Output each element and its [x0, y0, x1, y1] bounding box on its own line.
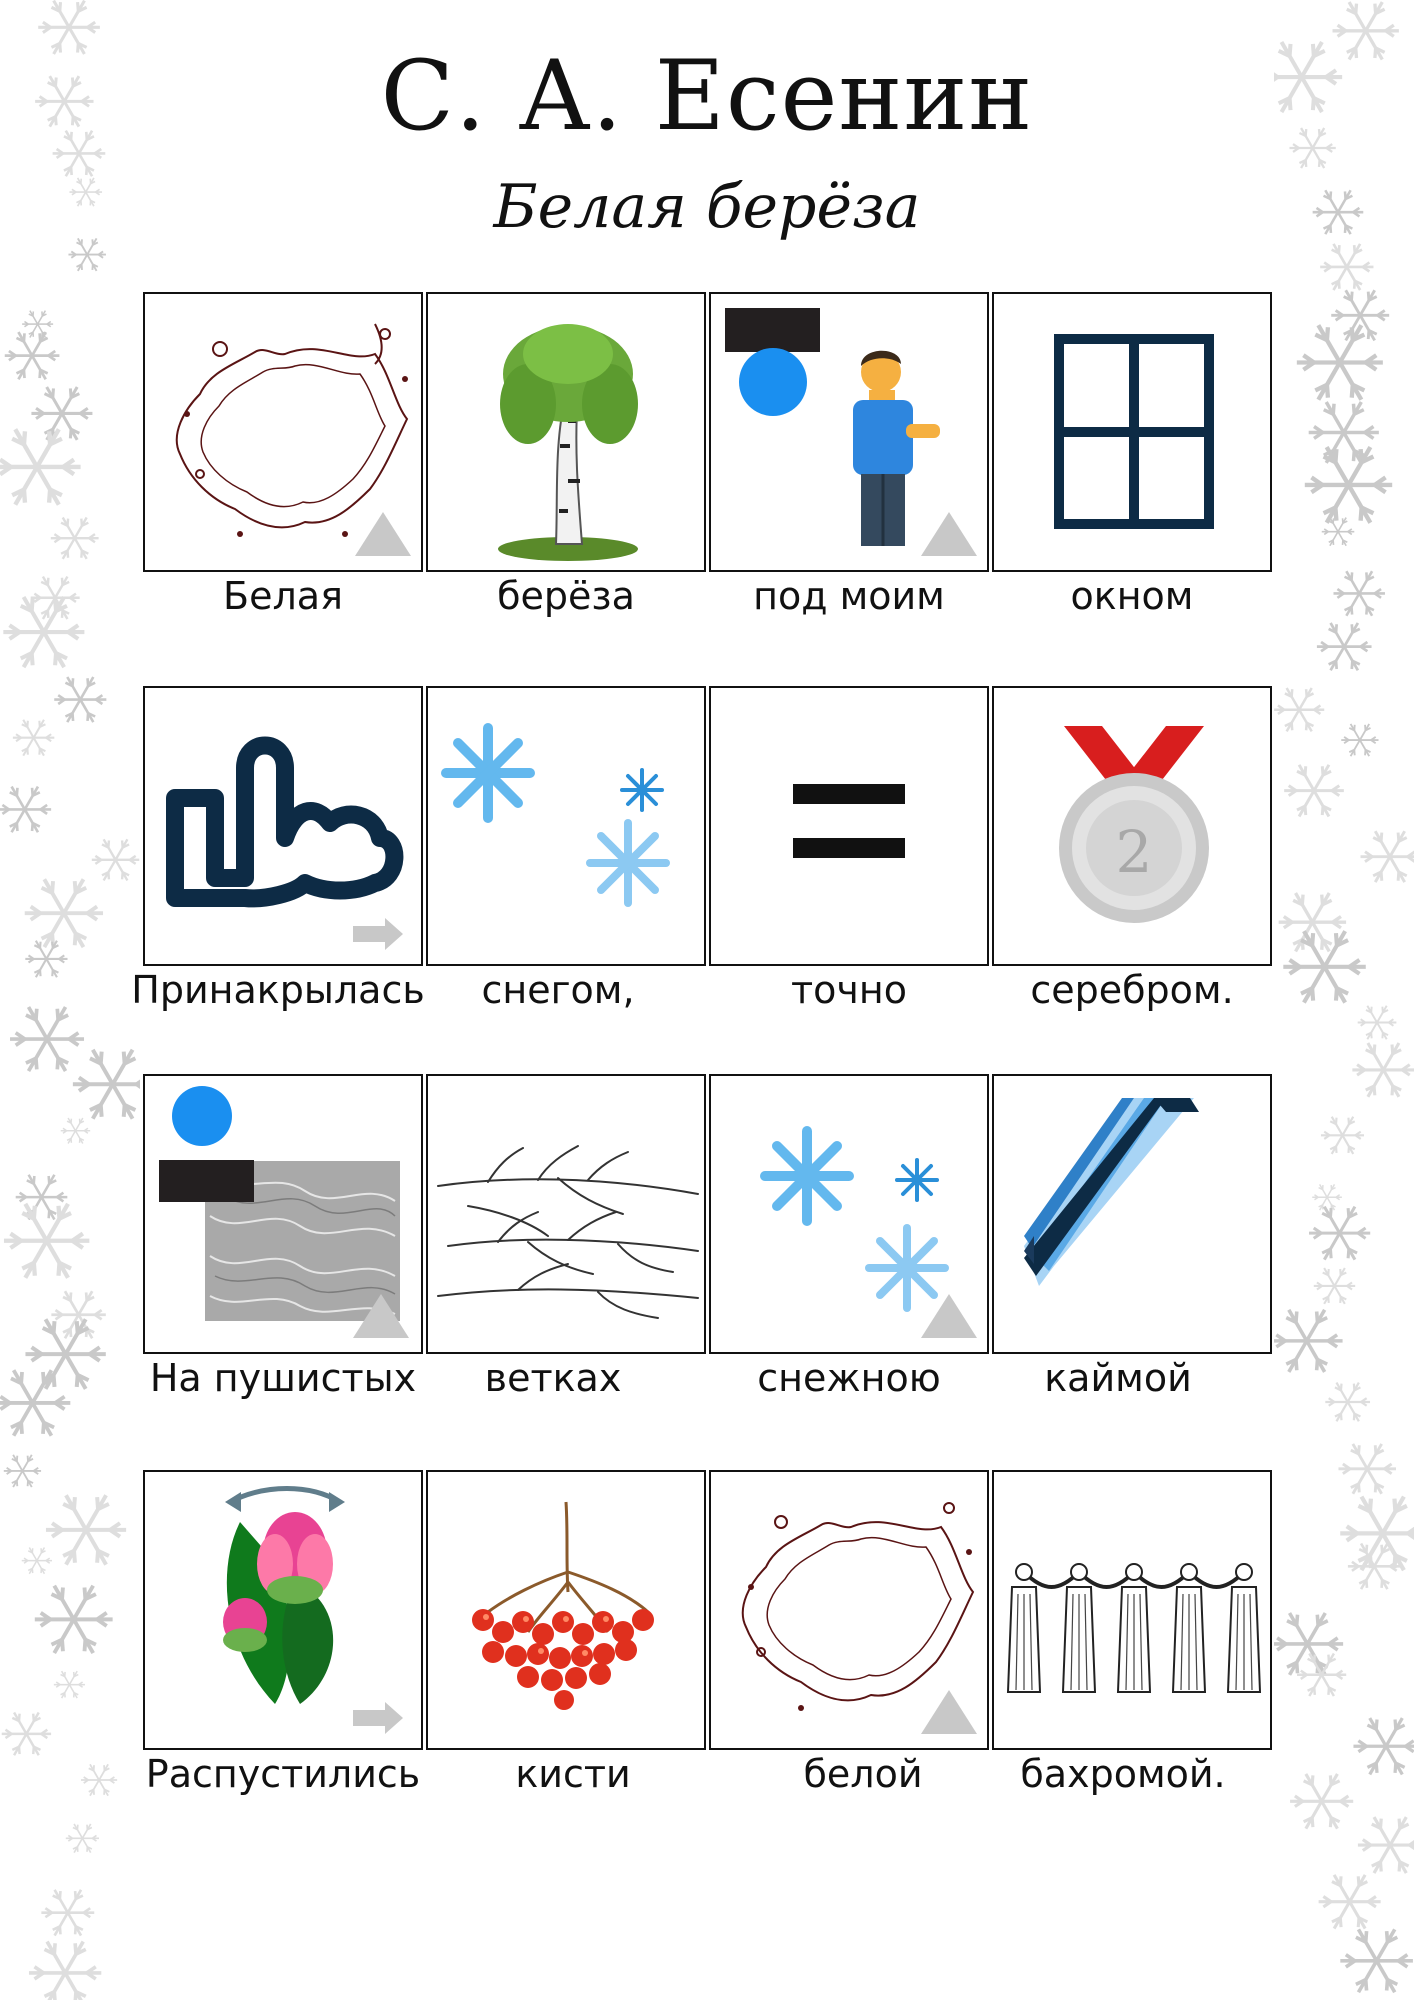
word-caption: Распустились: [145, 1752, 421, 1796]
card-snezhnoyu: [709, 1074, 989, 1354]
snowflake-decoration-icon: [51, 517, 99, 558]
snowflake-decoration-icon: [1274, 1613, 1343, 1675]
card-beloy: [709, 1470, 989, 1750]
page-title: С. А. Есенин: [380, 40, 1034, 152]
border-ribbon-icon: [994, 1076, 1272, 1354]
snowflake-decoration-icon: [1274, 1310, 1343, 1372]
snowflake-decoration-icon: [2, 1713, 51, 1756]
snowflake-decoration-icon: [29, 1942, 101, 2000]
snowflake-decoration-icon: [35, 1586, 113, 1653]
word-caption: кисти: [515, 1752, 631, 1796]
snowflake-decoration-icon: [1319, 1875, 1381, 1929]
snowflake-decoration-icon: [1320, 244, 1373, 290]
snowflake-decoration-icon: [66, 1824, 99, 1853]
snowflake-decoration-icon: [31, 387, 92, 440]
word-caption: Принакрылась: [131, 968, 425, 1012]
fringe-tassels-icon: [994, 1472, 1272, 1750]
snowflake-decoration-icon: [1312, 1184, 1342, 1210]
word-row-2: [131, 686, 1273, 1012]
snowflake-decoration-icon: [25, 879, 103, 947]
rowan-berries-icon: [428, 1472, 706, 1750]
snowflake-decoration-icon: [1338, 1444, 1396, 1494]
snowflake-decoration-icon: [10, 1007, 84, 1071]
snowflake-decoration-icon: [4, 1455, 41, 1487]
word-row-3: [143, 1074, 1273, 1400]
snowflake-decoration-icon: [1358, 1006, 1397, 1040]
card-belaya: [143, 292, 423, 572]
snowflake-decoration-icon: [61, 1118, 90, 1144]
word-row-4: [143, 1470, 1273, 1796]
snowflake-decoration-icon: [0, 787, 51, 833]
card-pod-moim: [709, 292, 989, 572]
arrow-right-icon: [145, 688, 423, 966]
snowflake-decoration-icon: [0, 429, 81, 504]
word-caption: белой: [803, 1752, 923, 1796]
card-tochno: [709, 686, 989, 966]
snowflake-decoration-icon: [1309, 1207, 1370, 1260]
poem-title: Белая берёза: [493, 172, 921, 242]
snowflake-decoration-icon: [92, 839, 139, 880]
medal-number: 2: [1115, 818, 1153, 886]
word-caption: снежною: [757, 1356, 941, 1400]
snowflake-decoration-icon: [1297, 1653, 1346, 1696]
birch-tree-icon: [428, 294, 706, 572]
snowflake-decoration-icon: [54, 1671, 85, 1698]
splash-ring-icon: [145, 294, 423, 572]
snowflake-decoration-icon: [1331, 290, 1389, 340]
word-caption: На пушистых: [149, 1356, 417, 1400]
snowflake-decoration-icon: [4, 1204, 89, 1278]
next-word-marker-icon: [145, 1076, 423, 1354]
word-row-1: [143, 292, 1273, 618]
branches-icon: [428, 1076, 706, 1354]
word-caption: каймой: [1044, 1356, 1192, 1400]
word-caption: серебром.: [1030, 968, 1234, 1012]
card-snegom: [426, 686, 706, 966]
snowflake-decoration-icon: [3, 597, 84, 667]
snowflake-decoration-icon: [81, 1764, 117, 1795]
card-prinakrylas: [143, 686, 423, 966]
snowflake-decoration-icon: [1305, 447, 1392, 523]
word-caption: точно: [791, 968, 907, 1012]
snowflake-decoration-icon: [1333, 571, 1384, 616]
snowflake-decoration-icon: [68, 238, 105, 270]
snowflake-decoration-icon: [1358, 1817, 1414, 1873]
word-caption: берёза: [497, 574, 635, 618]
window-icon: [994, 294, 1272, 572]
card-bahromoy: [992, 1470, 1272, 1750]
snowflake-decoration-icon: [1341, 724, 1378, 756]
snowflake-decoration-icon: [54, 677, 106, 722]
snowflakes-icon: [428, 688, 706, 966]
frost-border-left: [0, 0, 140, 2000]
frost-border-right: [1274, 0, 1414, 2000]
snowflake-decoration-icon: [22, 1548, 52, 1574]
snowflake-decoration-icon: [1321, 1117, 1364, 1154]
snowflake-decoration-icon: [0, 1370, 70, 1435]
word-caption: бахромой.: [1020, 1752, 1226, 1796]
card-kaymoy: [992, 1074, 1272, 1354]
next-word-marker-icon: [711, 1076, 989, 1354]
word-caption: ветках: [484, 1356, 622, 1400]
card-na-pushistyh: [143, 1074, 423, 1354]
snowflake-decoration-icon: [1352, 1043, 1414, 1097]
word-caption: снегом,: [481, 968, 635, 1012]
next-word-marker-icon: [711, 1472, 989, 1750]
word-caption: под моим: [753, 574, 945, 618]
card-kisti: [426, 1470, 706, 1750]
snowflake-decoration-icon: [41, 1890, 94, 1936]
snowflake-decoration-icon: [73, 1050, 140, 1119]
snowflake-decoration-icon: [1353, 1718, 1414, 1774]
snowflake-decoration-icon: [1290, 1774, 1353, 1829]
next-word-marker-icon: [711, 294, 989, 572]
snowflake-decoration-icon: [1317, 623, 1372, 670]
arrow-right-icon: [145, 1472, 423, 1750]
equals-icon: [711, 688, 989, 966]
card-oknom: [992, 292, 1272, 572]
snowflake-decoration-icon: [1274, 688, 1324, 731]
word-caption: окном: [1070, 574, 1194, 618]
word-caption: Белая: [223, 574, 343, 618]
card-vetkah: [426, 1074, 706, 1354]
snowflake-decoration-icon: [1284, 765, 1344, 817]
card-bereza: [426, 292, 706, 572]
snowflake-decoration-icon: [1361, 831, 1414, 882]
snowflake-decoration-icon: [1297, 325, 1383, 399]
snowflake-decoration-icon: [13, 720, 54, 756]
card-serebrom: [992, 686, 1272, 966]
snowflake-decoration-icon: [5, 332, 60, 379]
snowflake-decoration-icon: [1340, 1929, 1413, 1992]
snowflake-decoration-icon: [1314, 1268, 1355, 1304]
snowflake-decoration-icon: [1325, 1383, 1370, 1422]
snowflake-decoration-icon: [46, 1495, 126, 1564]
card-raspustilis: [143, 1470, 423, 1750]
snowflake-decoration-icon: [22, 311, 53, 338]
